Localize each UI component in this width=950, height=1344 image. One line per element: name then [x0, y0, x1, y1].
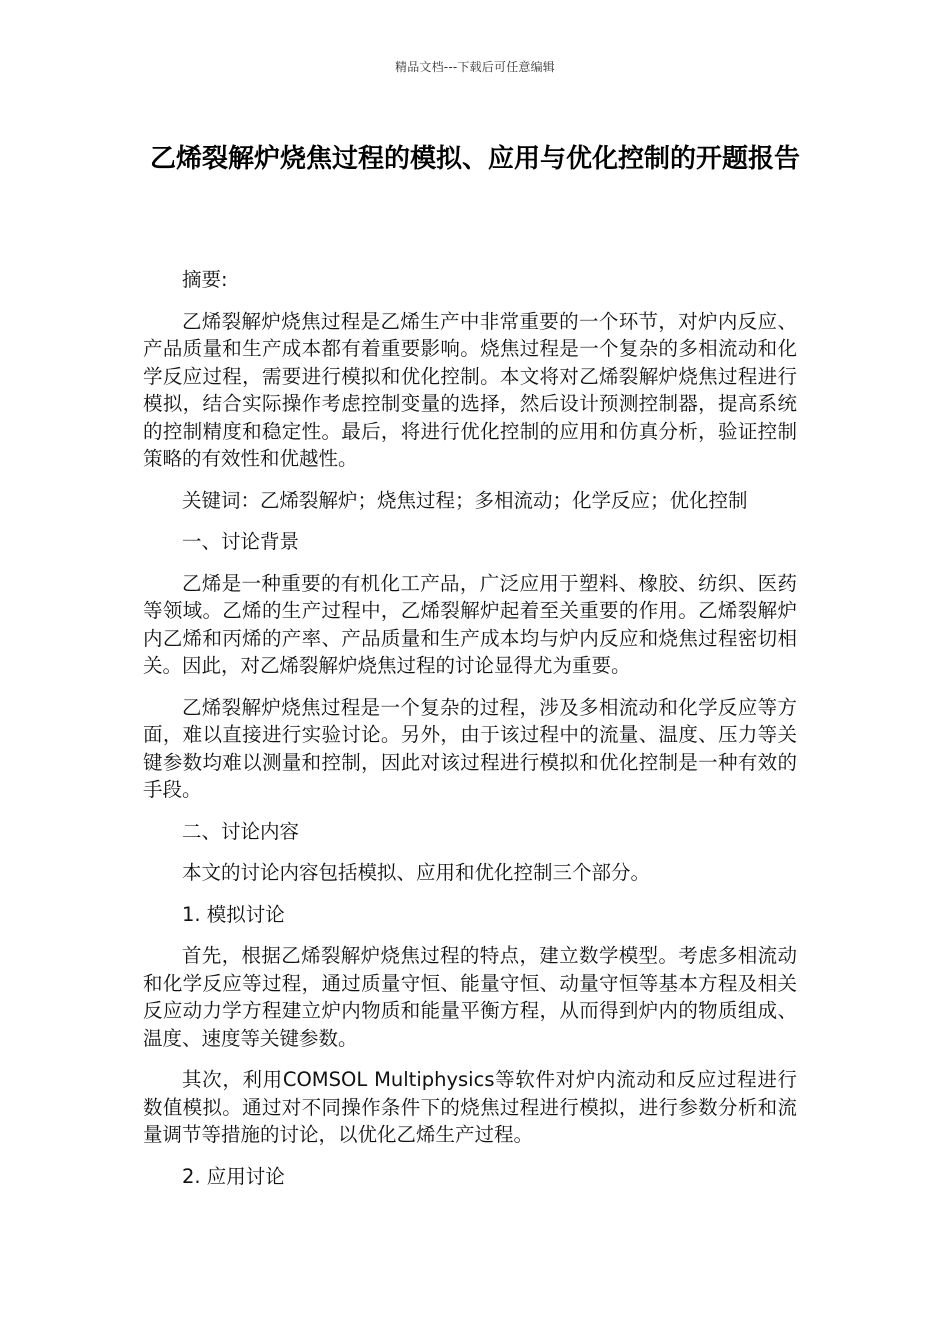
document-body	[143, 266, 797, 1204]
abstract-paragraph: 乙烯裂解炉烧焦过程是乙烯生产中非常重要的一个环节，对炉内反应、产品质量和生产成本都有着重要影响。烧焦过程是一个复杂的多相流动和化学反应过程，需要进行模拟和优化控制。本文将对乙烯裂解炉烧焦过程进行模拟，结合实际操作考虑控制变量的选择，然后设计预测控制器，提高系统的控制精度和稳定性。最后，将进行优化控制的应用和仿真分析，验证控制策略的有效性和优越性。	[143, 309, 797, 470]
content-intro-paragraph: 本文的讨论内容包括模拟、应用和优化控制三个部分。	[182, 861, 651, 884]
section-heading-content: 二、讨论内容	[182, 819, 300, 843]
abstract-label: 摘要:	[182, 268, 228, 291]
subsection-heading-simulation: 1. 模拟讨论	[182, 902, 285, 926]
section-heading-background: 一、讨论背景	[182, 530, 300, 553]
simulation-paragraph-2: 其次，利用COMSOL Multiphysics等软件对炉内流动和反应过程进行数值模拟。通过对不同操作条件下的烧焦过程进行模拟，进行参数分析和流量调节等措施的讨论，以优化乙烯生产过程。	[143, 1068, 797, 1146]
background-paragraph-1: 乙烯是一种重要的有机化工产品，广泛应用于塑料、橡胶、纺织、医药等领域。乙烯的生产过程中，乙烯裂解炉起着至关重要的作用。乙烯裂解炉内乙烯和丙烯的产率、产品质量和生产成本均与炉内反应和烧焦过程密切相关。因此，对乙烯裂解炉烧焦过程的讨论显得尤为重要。	[143, 571, 797, 677]
background-paragraph-2: 乙烯裂解炉烧焦过程是一个复杂的过程，涉及多相流动和化学反应等方面，难以直接进行实验讨论。另外，由于该过程中的流量、温度、压力等关键参数均难以测量和控制，因此对该过程进行模拟和优化控制是一种有效的手段。	[143, 695, 797, 801]
document-title: 乙烯裂解炉烧焦过程的模拟、应用与优化控制的开题报告	[149, 144, 800, 174]
simulation-paragraph-1: 首先，根据乙烯裂解炉烧焦过程的特点，建立数学模型。考虑多相流动和化学反应等过程，通过质量守恒、能量守恒、动量守恒等基本方程及相关反应动力学方程建立炉内物质和能量平衡方程，从而得到炉内的物质组成、温度、速度等关键参数。	[143, 944, 797, 1050]
keywords-paragraph: 关键词：乙烯裂解炉；烧焦过程；多相流动；化学反应；优化控制	[182, 488, 748, 512]
subsection-heading-application: 2. 应用讨论	[182, 1164, 285, 1188]
header-note: 精品文档---下载后可任意编辑	[395, 60, 555, 74]
